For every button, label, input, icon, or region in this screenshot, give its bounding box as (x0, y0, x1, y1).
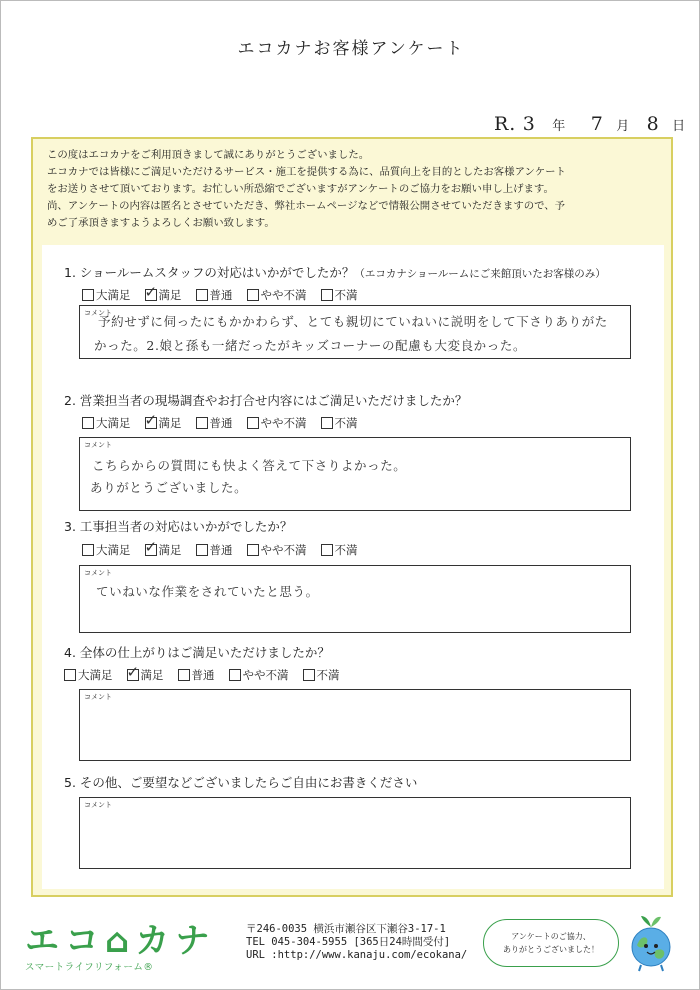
question-3-options (82, 538, 358, 558)
option-label: やや不満 (242, 668, 289, 682)
survey-panel (31, 137, 673, 897)
option-label: 満足 (158, 416, 182, 430)
question-2-comment-line: ありがとうございました。 (90, 480, 248, 495)
survey-date (494, 113, 686, 135)
option-1[interactable] (82, 542, 131, 558)
option-4[interactable] (247, 287, 307, 303)
bubble-line: ありがとうございました！ (503, 945, 599, 954)
checkbox[interactable] (82, 289, 94, 301)
question-3-comment-line: ていねいな作業をされていたと思う。 (96, 584, 319, 599)
option-2[interactable] (144, 411, 182, 431)
checkbox[interactable] (82, 544, 94, 556)
intro-line: めご了承頂きますようよろしくお願い致します。 (47, 217, 275, 229)
option-5[interactable] (321, 542, 358, 558)
question-5-text: 5. その他、ご要望などございましたらご自由にお書きください (64, 775, 418, 790)
date-month-label: 月 (616, 119, 631, 134)
checkmark-icon: ✓ (144, 411, 158, 429)
comment-label: コメント (84, 441, 112, 449)
question-2-text: 2. 営業担当者の現場調査やお打合せ内容にはご満足いただけましたか？ (64, 393, 468, 408)
option-4[interactable] (247, 415, 307, 431)
comment-label: コメント (84, 569, 112, 577)
checkbox[interactable] (321, 289, 333, 301)
tel-line: TEL 045-304-5955 [365日24時間受付] (246, 936, 451, 948)
intro-line: この度はエコカナをご利用頂きまして誠にありがとうございました。 (47, 149, 370, 161)
checkbox[interactable] (321, 417, 333, 429)
option-2[interactable] (144, 283, 182, 303)
question-2-options (82, 411, 358, 431)
question-4-options (64, 663, 340, 683)
checkbox[interactable] (321, 544, 333, 556)
intro-line: エコカナでは皆様にご満足いただけるサービス・施工を提供する為に、品質向上を目的としたお客様アンケート (47, 166, 566, 178)
option-5[interactable] (303, 667, 340, 683)
option-label: 大満足 (96, 543, 131, 557)
question-1-comment-line: 予約せずに伺ったにもかかわらず、とても親切にていねいに説明をして下さりありがた (98, 314, 608, 329)
checkbox[interactable] (229, 669, 241, 681)
checkbox[interactable] (196, 417, 208, 429)
date-month: 7 (590, 113, 604, 135)
question-5-comment-box[interactable] (79, 797, 631, 869)
checkbox[interactable] (247, 417, 259, 429)
option-label: 大満足 (78, 668, 113, 682)
option-label: 不満 (334, 288, 358, 302)
ecokana-logo (25, 913, 215, 973)
checkbox[interactable] (144, 538, 158, 556)
option-1[interactable] (82, 287, 131, 303)
option-4[interactable] (229, 667, 289, 683)
question-1 (64, 263, 606, 281)
option-4[interactable] (247, 542, 307, 558)
comment-label: コメント (84, 693, 112, 701)
option-label: 大満足 (96, 288, 131, 302)
question-2-comment-box[interactable] (79, 437, 631, 511)
earth-mascot-icon (619, 913, 683, 979)
question-5 (64, 773, 417, 791)
intro-text (47, 147, 659, 232)
option-5[interactable] (321, 415, 358, 431)
checkbox[interactable] (303, 669, 315, 681)
checkbox[interactable] (247, 289, 259, 301)
date-day-label: 日 (672, 119, 687, 134)
logo-subtitle: スマートライフリフォーム® (25, 962, 154, 973)
question-1-comment-box[interactable] (79, 305, 631, 359)
comment-label: コメント (84, 801, 112, 809)
logo-text: エコ⌂カナ (25, 921, 216, 961)
option-label: 普通 (209, 543, 233, 557)
option-3[interactable] (178, 667, 215, 683)
option-2[interactable] (144, 538, 182, 558)
question-3 (64, 517, 292, 535)
option-1[interactable] (82, 415, 131, 431)
option-label: 不満 (316, 668, 340, 682)
option-label: 満足 (158, 543, 182, 557)
option-3[interactable] (196, 542, 233, 558)
questions-card (42, 245, 664, 889)
comment-label: コメント (84, 309, 112, 317)
checkmark-icon: ✓ (126, 663, 140, 681)
checkbox[interactable] (82, 417, 94, 429)
checkbox[interactable] (178, 669, 190, 681)
intro-line: 尚、アンケートの内容は匿名とさせていただき、弊社ホームページなどで情報公開させていただきますので、予 (47, 200, 566, 212)
option-label: 満足 (140, 668, 164, 682)
thanks-bubble (483, 919, 619, 967)
question-1-options (82, 283, 358, 303)
intro-line: をお送りさせて頂いております。お忙しい所恐縮でございますがアンケートのご協力をお願い申し上げます。 (47, 183, 554, 195)
date-year-label: 年 (552, 119, 567, 134)
question-4-comment-box[interactable] (79, 689, 631, 761)
bubble-line: アンケートのご協力、 (511, 932, 591, 941)
date-year: 3 (522, 113, 536, 135)
company-address (246, 923, 467, 962)
question-1-note: （エコカナショールームにご来館頂いたお客様のみ） (354, 268, 606, 280)
option-label: 普通 (191, 668, 215, 682)
question-2-comment-line: こちらからの質問にも快よく答えて下さりよかった。 (92, 458, 407, 473)
question-4 (64, 643, 330, 661)
date-day: 8 (646, 113, 660, 135)
checkmark-icon: ✓ (144, 538, 158, 556)
option-label: 不満 (334, 543, 358, 557)
date-era: R. (494, 113, 517, 135)
address-line: 〒246-0035 横浜市瀬谷区下瀬谷3-17-1 (246, 923, 446, 935)
checkbox[interactable] (196, 289, 208, 301)
question-3-text: 3. 工事担当者の対応はいかがでしたか？ (64, 519, 293, 534)
question-3-comment-box[interactable] (79, 565, 631, 633)
option-label: 満足 (158, 288, 182, 302)
option-label: やや不満 (260, 543, 307, 557)
option-3[interactable] (196, 287, 233, 303)
option-2[interactable] (126, 663, 164, 683)
option-1[interactable] (64, 667, 113, 683)
checkbox[interactable] (247, 544, 259, 556)
page-title: エコカナお客様アンケート (237, 39, 465, 59)
url-line[interactable]: URL :http://www.kanaju.com/ecokana/ (246, 949, 468, 961)
option-label: やや不満 (260, 288, 307, 302)
question-1-comment-line: かった。2.娘と孫も一緒だったがキッズコーナーの配慮も大変良かった。 (94, 338, 527, 353)
question-4-text: 4. 全体の仕上がりはご満足いただけましたか？ (64, 645, 330, 660)
question-1-text: 1. ショールームスタッフの対応はいかがでしたか？ (64, 265, 355, 280)
checkbox[interactable] (144, 411, 158, 429)
option-label: 普通 (209, 288, 233, 302)
option-label: 普通 (209, 416, 233, 430)
option-label: 大満足 (96, 416, 131, 430)
option-5[interactable] (321, 287, 358, 303)
checkbox[interactable] (144, 283, 158, 301)
checkbox[interactable] (64, 669, 76, 681)
checkbox[interactable] (196, 544, 208, 556)
question-2 (64, 391, 467, 409)
option-label: やや不満 (260, 416, 307, 430)
checkmark-icon: ✓ (144, 283, 158, 301)
option-label: 不満 (334, 416, 358, 430)
option-3[interactable] (196, 415, 233, 431)
checkbox[interactable] (126, 663, 140, 681)
